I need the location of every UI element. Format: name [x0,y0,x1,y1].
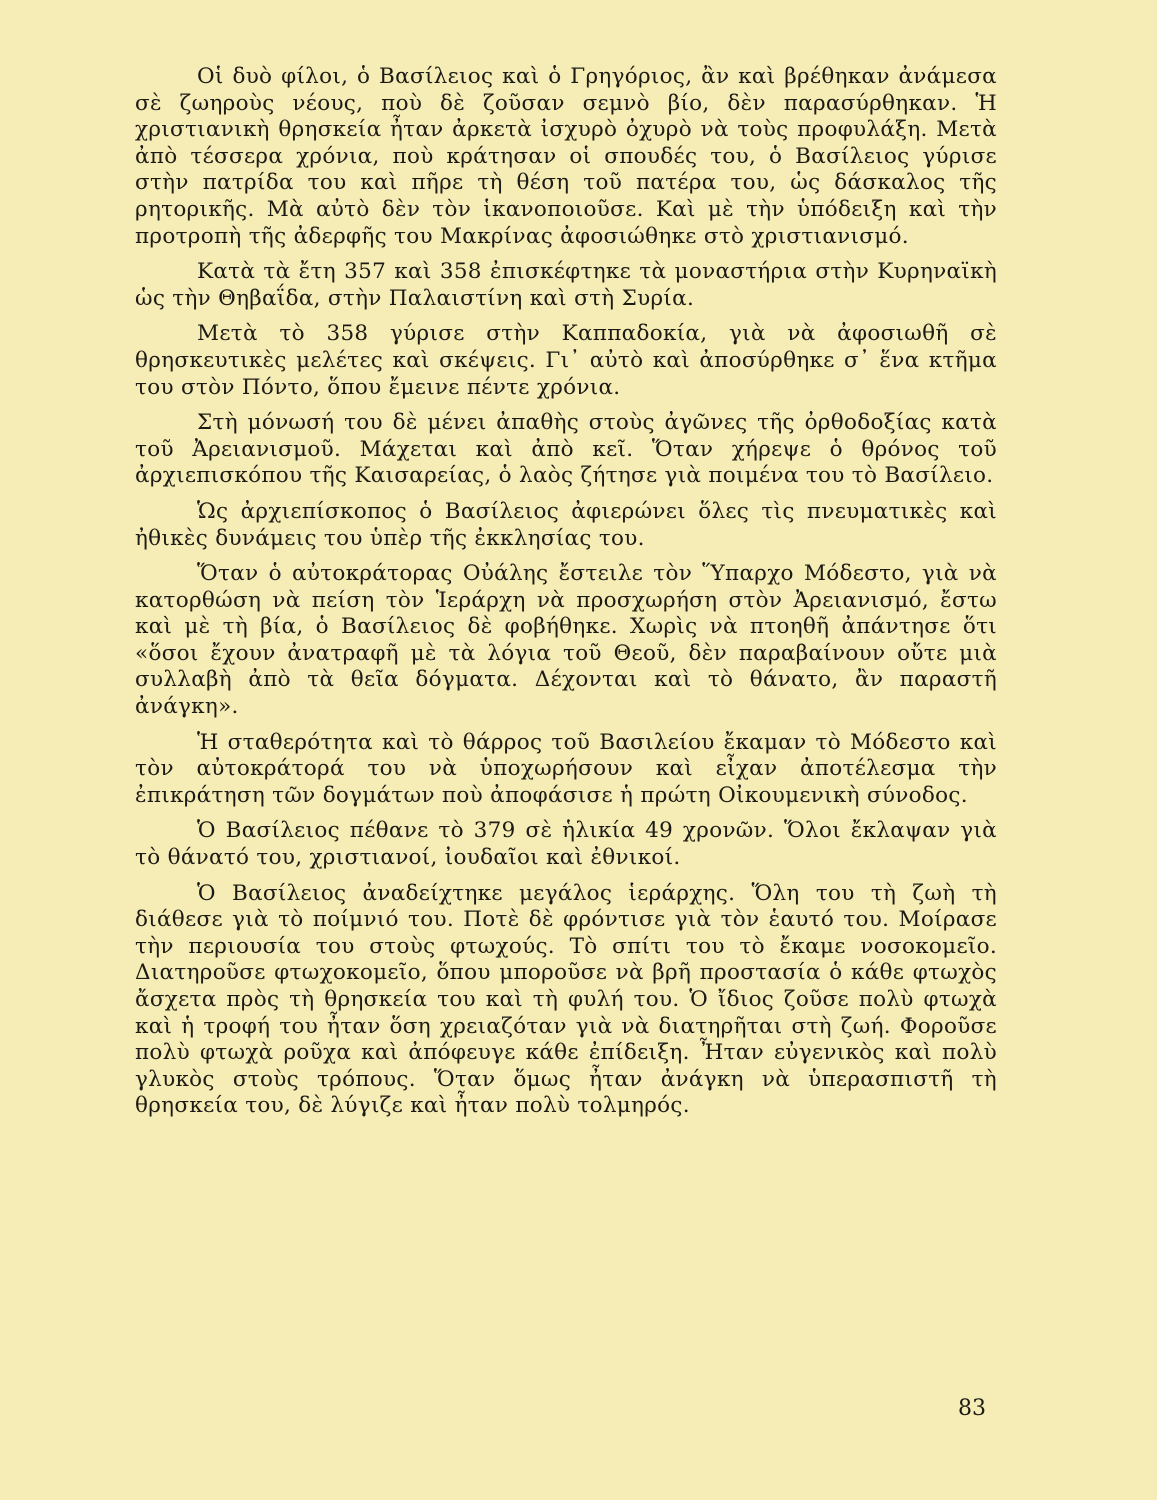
paragraph-2: Κατὰ τὰ ἔτη 357 καὶ 358 ἐπισκέφτηκε τὰ μοναστήρια στὴν Κυρηναϊκὴ ὡς τὴν Θηβαΐδα, στὴν Παλαιστίνη καὶ στὴ Συρία. [135,259,997,311]
paragraph-9: Ὁ Βασίλειος ἀναδείχτηκε μεγάλος ἱεράρχης. Ὅλη του τὴ ζωὴ τὴ διάθεσε γιὰ τὸ ποίμνιό του. Ποτὲ δὲ φρόντισε γιὰ τὸν ἑαυτό του. Μοίρασε τὴν περιουσία του στοὺς φτωχούς. Τὸ σπίτι του τὸ ἔκαμε νοσοκομεῖο. Διατηροῦσε φτωχοκομεῖο, ὅπου μποροῦσε νὰ βρῆ προστασία ὁ κάθε φτωχὸς ἄσχετα πρὸς τὴ θρησκεία του καὶ τὴ φυλή του. Ὁ ἴδιος ζοῦσε πολὺ φτωχὰ καὶ ἡ τροφή του ἦταν ὅση χρειαζόταν γιὰ νὰ διατηρῆται στὴ ζωή. Φοροῦσε πολὺ φτωχὰ ροῦχα καὶ ἀπόφευγε κάθε ἐπίδειξη. Ἦταν εὐγενικὸς καὶ πολὺ γλυκὸς στοὺς τρόπους. Ὅταν ὅμως ἦταν ἀνάγκη νὰ ὑπερασπιστῆ τὴ θρησκεία του, δὲ λύγιζε καὶ ἦταν πολὺ τολμηρός. [135,880,997,1119]
paragraph-7: Ἡ σταθερότητα καὶ τὸ θάρρος τοῦ Βασιλείου ἔκαμαν τὸ Μόδεστο καὶ τὸν αὐτοκράτορά του νὰ ὑποχωρήσουν καὶ εἶχαν ἀποτέλεσμα τὴν ἐπικράτηση τῶν δογμάτων ποὺ ἀποφάσισε ἡ πρώτη Οἰκουμενικὴ σύνοδος. [135,729,997,808]
paragraph-4: Στὴ μόνωσή του δὲ μένει ἀπαθὴς στοὺς ἀγῶνες τῆς ὀρθοδοξίας κατὰ τοῦ Ἀρειανισμοῦ. Μάχεται καὶ ἀπὸ κεῖ. Ὅταν χήρεψε ὁ θρόνος τοῦ ἀρχιεπισκόπου τῆς Καισαρείας, ὁ λαὸς ζήτησε γιὰ ποιμένα του τὸ Βασίλειο. [135,410,997,489]
paragraph-1: Οἱ δυὸ φίλοι, ὁ Βασίλειος καὶ ὁ Γρηγόριος, ἂν καὶ βρέθηκαν ἀνάμεσα σὲ ζωηροὺς νέους, ποὺ δὲ ζοῦσαν σεμνὸ βίο, δὲν παρασύρθηκαν. Ἡ χριστιανικὴ θρησκεία ἦταν ἀρκετὰ ἰσχυρὸ ὀχυρὸ νὰ τοὺς προφυλάξη. Μετὰ ἀπὸ τέσσερα χρόνια, ποὺ κράτησαν οἱ σπουδές του, ὁ Βασίλειος γύρισε στὴν πατρίδα του καὶ πῆρε τὴ θέση τοῦ πατέρα του, ὡς δάσκαλος τῆς ρητορικῆς. Μὰ αὐτὸ δὲν τὸν ἱκανοποιοῦσε. Καὶ μὲ τὴν ὑπόδειξη καὶ τὴν προτροπὴ τῆς ἀδερφῆς του Μακρίνας ἀφοσιώθηκε στὸ χριστιανισμό. [135,64,997,249]
paragraph-6: Ὅταν ὁ αὐτοκράτορας Οὐάλης ἔστειλε τὸν Ὕπαρχο Μόδεστο, γιὰ νὰ κατορθώση νὰ πείση τὸν Ἱεράρχη νὰ προσχωρήση στὸν Ἀρειανισμό, ἔστω καὶ μὲ τὴ βία, ὁ Βασίλειος δὲ φοβήθηκε. Χωρὶς νὰ πτοηθῆ ἀπάντησε ὅτι «ὅσοι ἔχουν ἀνατραφῆ μὲ τὰ λόγια τοῦ Θεοῦ, δὲν παραβαίνουν οὔτε μιὰ συλλαβὴ ἀπὸ τὰ θεῖα δόγματα. Δέχονται καὶ τὸ θάνατο, ἂν παραστῆ ἀνάγκη». [135,561,997,720]
page-number: 83 [958,1396,986,1421]
body-text [135,64,997,1129]
paragraph-3: Μετὰ τὸ 358 γύρισε στὴν Καππαδοκία, γιὰ νὰ ἀφοσιωθῆ σὲ θρησκευτικὲς μελέτες καὶ σκέψεις. Γι᾽ αὐτὸ καὶ ἀποσύρθηκε σ᾽ ἕνα κτῆμα του στὸν Πόντο, ὅπου ἔμεινε πέντε χρόνια. [135,321,997,400]
paragraph-5: Ὡς ἀρχιεπίσκοπος ὁ Βασίλειος ἀφιερώνει ὅλες τὶς πνευματικὲς καὶ ἠθικὲς δυνάμεις του ὑπὲρ τῆς ἐκκλησίας του. [135,498,997,551]
paragraph-8: Ὁ Βασίλειος πέθανε τὸ 379 σὲ ἡλικία 49 χρονῶν. Ὅλοι ἔκλαψαν γιὰ τὸ θάνατό του, χριστιανοί, ἰουδαῖοι καὶ ἐθνικοί. [135,818,997,871]
